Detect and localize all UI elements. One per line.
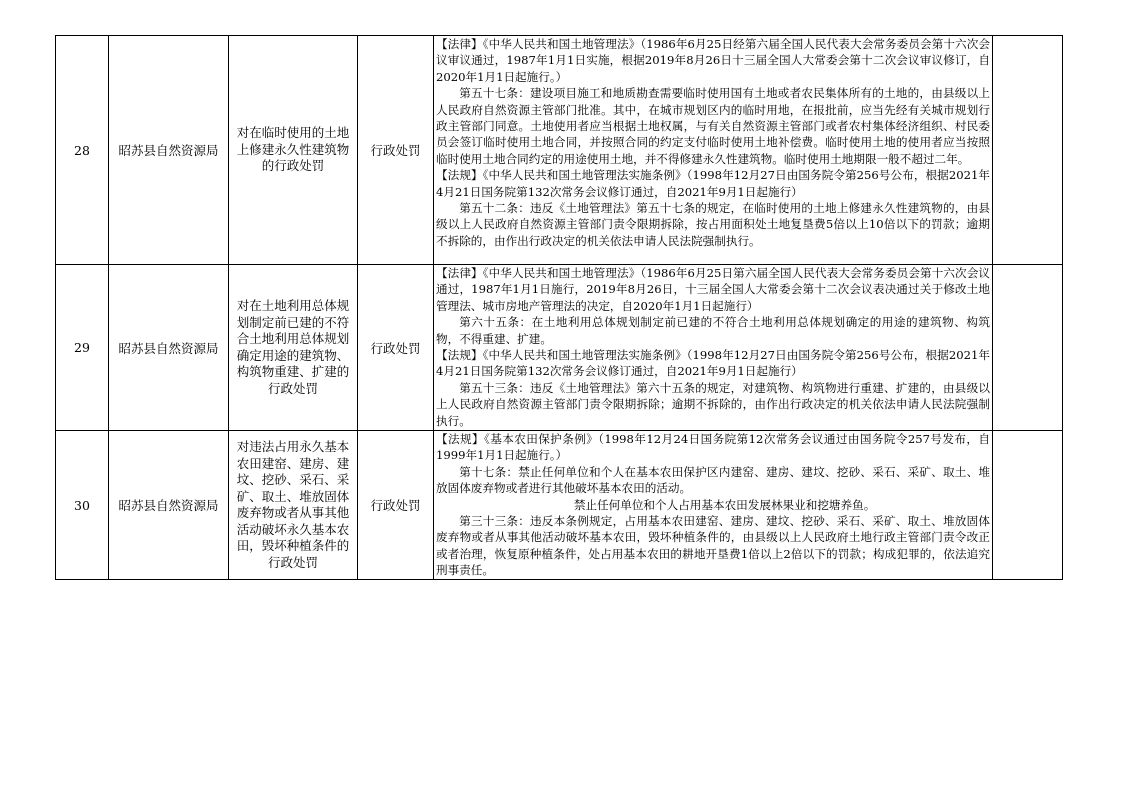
law-article: 第五十七条：建设项目施工和地质勘查需要临时使用国有土地或者农民集体所有的土地的，由县级以上人民政府自然资源主管部门批准。其中，在城市规划区内的临时用地，在报批前，应当先经有关城市规划行政主管部门同意。土地使用者应当根据土地权属，与有关自然资源主管部门或者农村集体经济组织、村民委员会签订临时使用土地合同，并按照合同的约定支付临时使用土地补偿费。临时使用土地的使用者应当按照临时使用土地合同约定的用途使用土地，并不得修建永久性建筑物。临时使用土地期限一般不超过二年。 [436, 86, 990, 166]
remarks-cell [993, 265, 1063, 431]
penalty-item: 对违法占用永久基本农田建窑、建房、建坟、挖砂、采石、采矿、取土、堆放固体废弃物或者从事其他活动破坏永久基本农田，毁坏种植条件的行政处罚 [229, 431, 358, 580]
authority-name: 昭苏县自然资源局 [109, 431, 229, 580]
penalty-item: 对在土地利用总体规划制定前已建的不符合土地利用总体规划确定用途的建筑物、构筑物重建、扩建的行政处罚 [229, 265, 358, 431]
law-header: 【法律】《中华人民共和国土地管理法》（1986年6月25日经第六届全国人民代表大会常务委员会第十六次会议审议通过，1987年1月1日实施，根据2019年8月26日十三届全国人大常委会第十二次会议审议修订，自2020年1月1日起施行。） [436, 37, 990, 84]
regulation-header: 【法规】《基本农田保护条例》（1998年12月24日国务院第12次常务会议通过由国务院令257号发布，自1999年1月1日起施行。） [436, 432, 990, 463]
penalty-type: 行政处罚 [358, 265, 434, 431]
legal-basis [434, 36, 993, 265]
remarks-cell [993, 36, 1063, 265]
remarks-cell [993, 431, 1063, 580]
regulation-article: 第五十三条：违反《土地管理法》第六十五条的规定，对建筑物、构筑物进行重建、扩建的，由县级以上人民政府自然资源主管部门责令限期拆除；逾期不拆除的，由作出行政决定的机关依法申请人民法院强制执行。 [436, 380, 990, 428]
table-row [56, 36, 1063, 265]
table-row [56, 265, 1063, 431]
table-row [56, 431, 1063, 580]
law-header: 【法律】《中华人民共和国土地管理法》（1986年6月25日第六届全国人民代表大会常务委员会第十六次会议通过，1987年1月1日施行，2019年8月26日，十三届全国人大常委会第十二次会议表决通过关于修改土地管理法、城市房地产管理法的决定，自2020年1月1日起施行） [436, 266, 990, 313]
regulation-article: 第五十二条：违反《土地管理法》第五十七条的规定，在临时使用的土地上修建永久性建筑物的，由县级以上人民政府自然资源主管部门责令限期拆除，按占用面积处土地复垦费5倍以上10倍以下的罚款；逾期不拆除的，由作出行政决定的机关依法申请人民法院强制执行。 [436, 201, 990, 248]
regulation-header: 【法规】《中华人民共和国土地管理法实施条例》（1998年12月27日由国务院令第256号公布，根据2021年4月21日国务院第132次常务会议修订通过，自2021年9月1日起施行） [436, 348, 990, 379]
penalty-item: 对在临时使用的土地上修建永久性建筑物的行政处罚 [229, 36, 358, 265]
row-number: 29 [56, 265, 109, 431]
penalty-type: 行政处罚 [358, 36, 434, 265]
law-article: 第六十五条：在土地利用总体规划制定前已建的不符合土地利用总体规划确定的用途的建筑物、构筑物，不得重建、扩建。 [436, 315, 990, 346]
row-number: 30 [56, 431, 109, 580]
regulation-header: 【法规】《中华人民共和国土地管理法实施条例》（1998年12月27日由国务院令第256号公布，根据2021年4月21日国务院第132次常务会议修订通过，自2021年9月1日起施行） [436, 168, 990, 199]
authority-name: 昭苏县自然资源局 [109, 36, 229, 265]
regulation-article: 第十七条：禁止任何单位和个人在基本农田保护区内建窑、建房、建坟、挖砂、采石、采矿、取土、堆放固体废弃物或者进行其他破坏基本农田的活动。 [436, 464, 990, 496]
regulation-article: 禁止任何单位和个人占用基本农田发展林果业和挖塘养鱼。 [573, 497, 876, 512]
legal-basis [434, 265, 993, 431]
legal-basis [434, 431, 993, 580]
penalty-table [55, 35, 1063, 580]
row-number: 28 [56, 36, 109, 265]
regulation-article: 第三十三条：违反本条例规定，占用基本农田建窑、建房、建坟、挖砂、采石、采矿、取土、堆放固体废弃物或者从事其他活动破坏基本农田，毁坏种植条件的，由县级以上人民政府土地行政主管部门责令改正或者治理，恢复原种植条件，处占用基本农田的耕地开垦费1倍以上2倍以下的罚款；构成犯罪的，依法追究刑事责任。 [436, 514, 990, 578]
authority-name: 昭苏县自然资源局 [109, 265, 229, 431]
penalty-type: 行政处罚 [358, 431, 434, 580]
